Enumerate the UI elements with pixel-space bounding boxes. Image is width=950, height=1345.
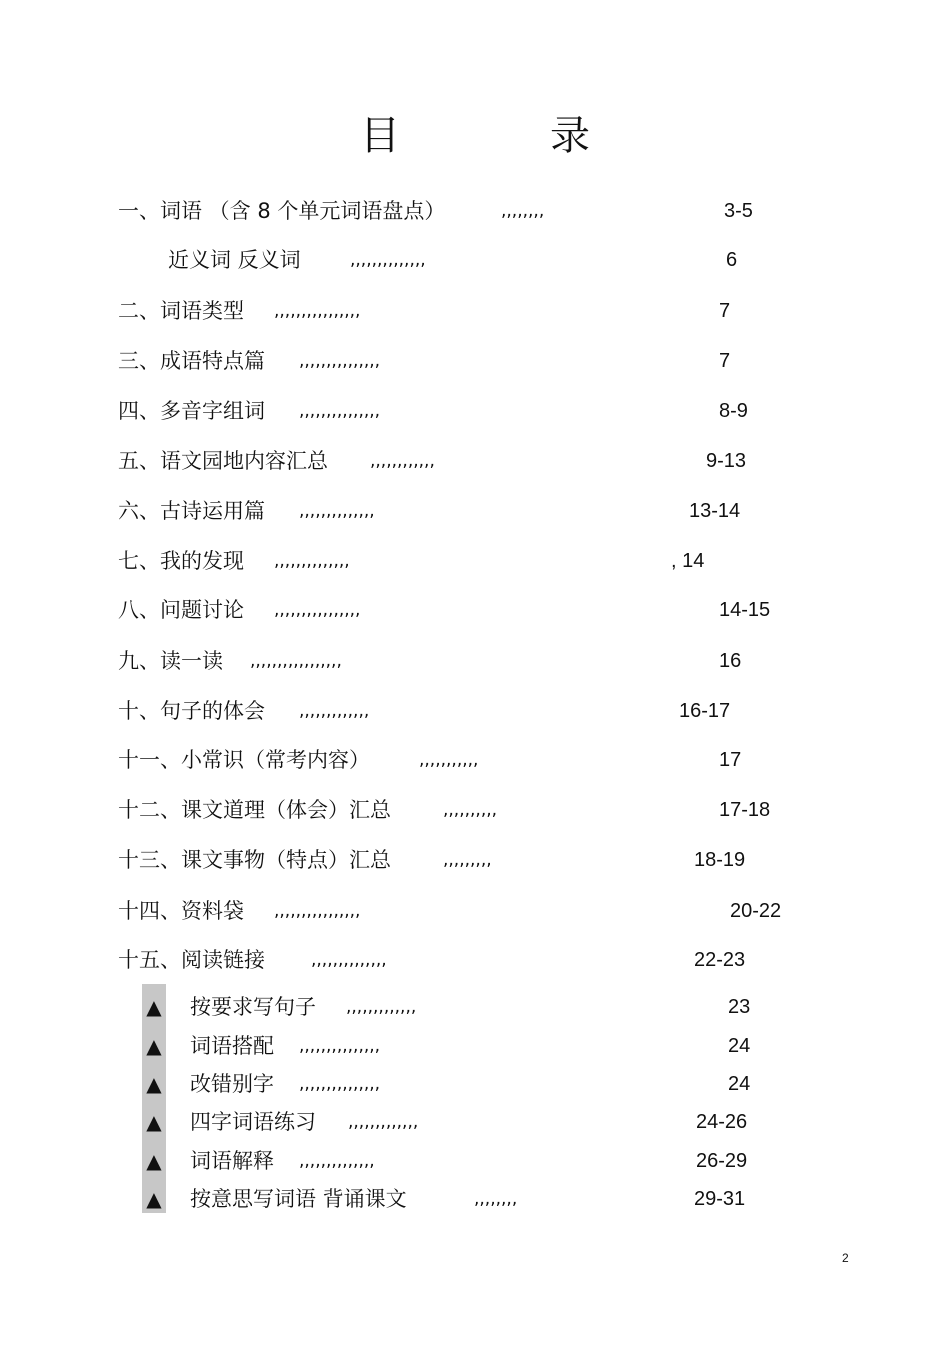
toc-entry[interactable] — [0, 745, 950, 775]
toc-entry-label: 八、问题讨论 — [118, 598, 244, 622]
toc-entry-leader: ,,,,,,,,,,,,,,, — [299, 351, 381, 371]
toc-subentry[interactable] — [0, 1184, 950, 1214]
toc-entry-leader: ,,,,,,,,,,, — [419, 750, 479, 770]
toc-entry[interactable] — [0, 845, 950, 875]
toc-subentry-page: 26-29 — [696, 1150, 748, 1172]
toc-subentry-label: 四字词语练习 — [190, 1110, 316, 1134]
toc-subentry-label: 词语解释 — [190, 1149, 274, 1173]
toc-subentry-leader: ,,,,,,,,,,,,,, — [299, 1151, 375, 1171]
toc-entry-page: 16 — [719, 650, 742, 672]
toc-subentry-page: 23 — [728, 996, 751, 1018]
toc-subentry-page: 24 — [728, 1073, 751, 1095]
triangle-icon: ▲ — [146, 1149, 162, 1173]
toc-entry-page: 17 — [719, 749, 742, 771]
toc-entry-label: 三、成语特点篇 — [118, 349, 265, 373]
toc-subentry-page: 24-26 — [696, 1111, 748, 1133]
toc-entry-label: 十、句子的体会 — [118, 699, 265, 723]
triangle-icon: ▲ — [146, 1187, 162, 1211]
toc-entry-page: 17-18 — [719, 799, 771, 821]
toc-entry-leader: ,,,,,,,,, — [443, 850, 492, 870]
toc-entry[interactable] — [0, 245, 950, 275]
toc-entry-page: 18-19 — [694, 849, 746, 871]
toc-entry-label: 七、我的发现 — [118, 549, 244, 573]
toc-entry-label: 一、词语 （含 8 个单元词语盘点） — [118, 199, 446, 223]
toc-entry[interactable] — [0, 696, 950, 726]
toc-entry-label: 二、词语类型 — [118, 299, 244, 323]
toc-entry-label: 十一、小常识（常考内容） — [118, 748, 370, 772]
title-char-left: 目 — [360, 113, 400, 159]
toc-subentry[interactable] — [0, 1146, 950, 1176]
toc-entry-page: 8-9 — [719, 400, 748, 422]
toc-entry-label: 九、读一读 — [118, 649, 223, 673]
toc-entry[interactable] — [0, 196, 950, 226]
toc-entry[interactable] — [0, 646, 950, 676]
toc-entry[interactable] — [0, 446, 950, 476]
triangle-icon: ▲ — [146, 1110, 162, 1134]
toc-entry-leader: ,,,,,,,,,,,,,,,, — [274, 901, 361, 921]
toc-entry-label: 六、古诗运用篇 — [118, 499, 265, 523]
toc-entry-leader: ,,,,,,,,,, — [443, 800, 498, 820]
toc-subentry-label: 词语搭配 — [190, 1034, 274, 1058]
toc-entry-leader: ,,,,,,,,,,,,,,,, — [274, 301, 361, 321]
toc-entry-page: 22-23 — [694, 949, 746, 971]
toc-entry-leader: ,,,,,,,,,,,,,, — [311, 950, 387, 970]
title-char-right: 录 — [550, 113, 590, 159]
page-number: 2 — [842, 1251, 849, 1265]
toc-entry-page: 14-15 — [719, 599, 771, 621]
toc-entry-leader: ,,,,,,,,,,,,,,, — [299, 401, 381, 421]
toc-entry[interactable] — [0, 795, 950, 825]
toc-entry-page: 3-5 — [724, 200, 753, 222]
toc-entry-leader: ,,,,,,,,,,,,, — [299, 701, 370, 721]
toc-entry-page: 6 — [726, 249, 738, 271]
toc-subentry-leader: ,,,,,,,,,,,,, — [346, 997, 417, 1017]
triangle-icon: ▲ — [146, 995, 162, 1019]
toc-subentry[interactable] — [0, 992, 950, 1022]
toc-subentry-leader: ,,,,,,,,,,,,,,, — [299, 1036, 381, 1056]
toc-entry-label: 十四、资料袋 — [118, 899, 244, 923]
toc-entry-leader: ,,,,,,,, — [501, 201, 545, 221]
toc-entry-leader: ,,,,,,,,,,,, — [370, 451, 435, 471]
toc-entry[interactable] — [0, 346, 950, 376]
toc-entry-label: 十二、课文道理（体会）汇总 — [118, 798, 391, 822]
toc-subentry[interactable] — [0, 1031, 950, 1061]
toc-entry-label: 十三、课文事物（特点）汇总 — [118, 848, 391, 872]
toc-entry-label: 十五、阅读链接 — [118, 948, 265, 972]
toc-entry-page: , 14 — [671, 550, 705, 572]
toc-entry[interactable] — [0, 296, 950, 326]
toc-entry-leader: ,,,,,,,,,,,,,, — [350, 250, 426, 270]
toc-subentry-label: 按意思写词语 背诵课文 — [190, 1187, 407, 1211]
toc-entry[interactable] — [0, 595, 950, 625]
toc-subentry[interactable] — [0, 1107, 950, 1137]
toc-subentry-page: 29-31 — [694, 1188, 746, 1210]
toc-subentry-page: 24 — [728, 1035, 751, 1057]
toc-entry[interactable] — [0, 945, 950, 975]
toc-subentry-label: 按要求写句子 — [190, 995, 316, 1019]
toc-subentry-leader: ,,,,,,,,,,,,, — [348, 1112, 419, 1132]
toc-subentry[interactable] — [0, 1069, 950, 1099]
toc-entry-leader: ,,,,,,,,,,,,,, — [274, 551, 350, 571]
toc-entry-page: 16-17 — [679, 700, 731, 722]
triangle-icon: ▲ — [146, 1072, 162, 1096]
toc-entry-label: 近义词 反义词 — [168, 248, 301, 272]
page-title — [0, 104, 950, 161]
toc-entry[interactable] — [0, 396, 950, 426]
toc-entry-leader: ,,,,,,,,,,,,,, — [299, 501, 375, 521]
toc-entry-page: 7 — [719, 300, 731, 322]
toc-entry-label: 五、语文园地内容汇总 — [118, 449, 328, 473]
toc-entry-page: 20-22 — [730, 900, 782, 922]
toc-entry[interactable] — [0, 496, 950, 526]
triangle-icon: ▲ — [146, 1034, 162, 1058]
toc-entry-leader: ,,,,,,,,,,,,,,,, — [274, 600, 361, 620]
toc-entry-leader: ,,,,,,,,,,,,,,,,, — [250, 651, 342, 671]
toc-entry-label: 四、多音字组词 — [118, 399, 265, 423]
toc-entry-page: 7 — [719, 350, 731, 372]
toc-entry[interactable] — [0, 896, 950, 926]
toc-entry-page: 13-14 — [689, 500, 741, 522]
toc-subentry-label: 改错别字 — [190, 1072, 274, 1096]
toc-subentry-leader: ,,,,,,,, — [474, 1189, 518, 1209]
toc-subentry-leader: ,,,,,,,,,,,,,,, — [299, 1074, 381, 1094]
toc-entry[interactable] — [0, 546, 950, 576]
toc-entry-page: 9-13 — [706, 450, 747, 472]
